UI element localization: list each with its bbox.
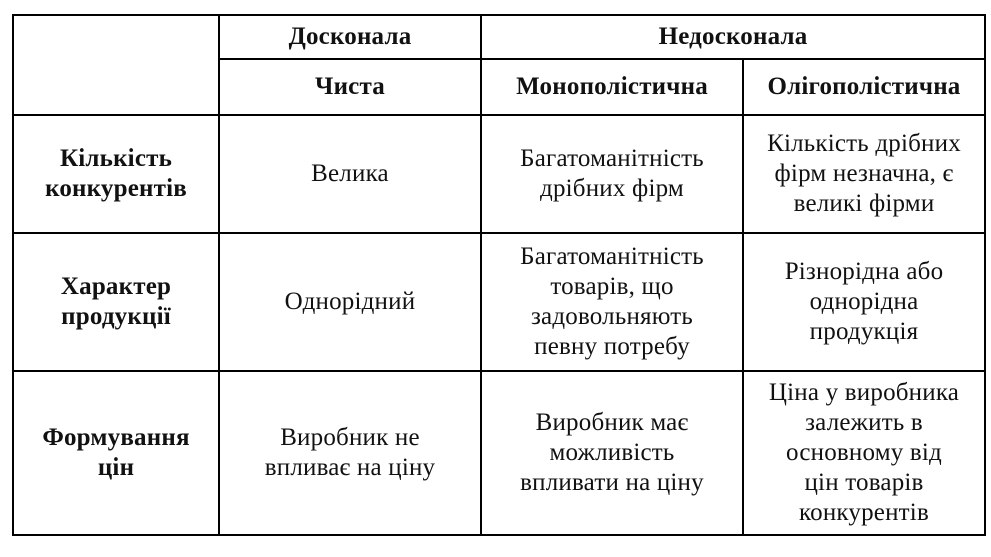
cell-product-monopolistic xyxy=(481,233,743,371)
row-label-pricing xyxy=(13,371,219,535)
text-line: залежить в xyxy=(805,409,923,436)
text-line: Характер xyxy=(60,273,172,300)
cell-competitors-pure xyxy=(219,115,481,233)
text-line: однорідна xyxy=(809,288,919,315)
text-line: цін товарів xyxy=(804,469,924,496)
cell-pricing-oligopolistic xyxy=(743,371,985,535)
text-line: Кількість дрібних xyxy=(767,130,961,157)
text-line: великі фірми xyxy=(793,190,935,217)
text-line: Виробник має xyxy=(535,409,689,436)
header-imperfect: Недосконала xyxy=(481,15,985,59)
text-line: продукції xyxy=(61,303,171,330)
text-line: фірм незначна, є xyxy=(774,160,954,187)
text-line: можливість xyxy=(549,439,675,466)
text-line: Виробник не xyxy=(280,424,420,451)
text-line: дрібних фірм xyxy=(540,175,684,202)
corner-cell xyxy=(13,15,219,115)
text-line: цін xyxy=(97,454,135,481)
text-line: Формування xyxy=(42,424,190,451)
table-row-competitors xyxy=(13,115,985,233)
header-monopolistic: Монополістична xyxy=(481,59,743,115)
text-line: Велика xyxy=(311,160,389,187)
cell-pricing-pure xyxy=(219,371,481,535)
header-pure: Чиста xyxy=(219,59,481,115)
market-types-table xyxy=(12,14,986,536)
text-line: задовольняють xyxy=(530,303,694,330)
table-row-pricing xyxy=(13,371,985,535)
cell-competitors-oligopolistic xyxy=(743,115,985,233)
text-line: впливати на ціну xyxy=(520,469,704,496)
text-line: Однорідний xyxy=(284,288,416,315)
text-line: товарів, що xyxy=(550,273,674,300)
cell-competitors-monopolistic xyxy=(481,115,743,233)
cell-product-pure xyxy=(219,233,481,371)
text-line: Багатоманітність xyxy=(520,243,704,270)
text-line: Кількість xyxy=(59,145,173,172)
cell-product-oligopolistic xyxy=(743,233,985,371)
table-row-product xyxy=(13,233,985,371)
header-perfect: Досконала xyxy=(219,15,481,59)
text-line: Ціна у виробника xyxy=(768,379,960,406)
header-row-top xyxy=(13,15,985,59)
text-line: продукція xyxy=(809,318,919,345)
text-line: основному від xyxy=(786,439,942,466)
text-line: конкурентів xyxy=(799,499,929,526)
text-line: впливає на ціну xyxy=(264,454,436,481)
cell-pricing-monopolistic xyxy=(481,371,743,535)
header-oligopolistic: Олігополістична xyxy=(743,59,985,115)
row-label-competitors xyxy=(13,115,219,233)
row-label-product xyxy=(13,233,219,371)
text-line: Різнорідна або xyxy=(784,258,944,285)
text-line: певну потребу xyxy=(534,333,690,360)
text-line: конкурентів xyxy=(45,175,187,202)
text-line: Багатоманітність xyxy=(520,145,704,172)
